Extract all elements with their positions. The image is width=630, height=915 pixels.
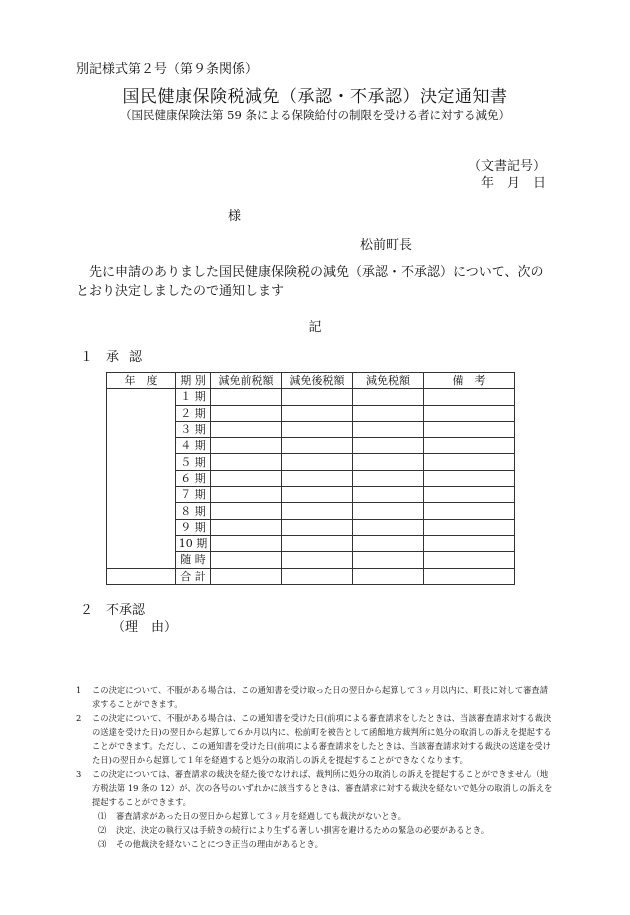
reduction-amount-cell: [353, 503, 424, 519]
date-line: 年 月 日: [480, 176, 546, 191]
after-amount-cell: [282, 470, 353, 486]
table-body: [107, 389, 515, 585]
period-cell: ４ 期: [176, 438, 211, 454]
before-amount-cell: [211, 568, 282, 584]
after-amount-cell: [282, 487, 353, 503]
period-cell: 10 期: [176, 535, 211, 551]
period-cell: ６ 期: [176, 470, 211, 486]
remarks-cell: [424, 487, 515, 503]
reduction-amount-cell: [353, 470, 424, 486]
remarks-cell: [424, 519, 515, 535]
note-text: この決定について、不服がある場合は、この通知書を受け取った日の翌日から起算して３ヶ月以内に、町長に対して審査請求することができます。: [92, 685, 549, 709]
reduction-amount-cell: [353, 389, 424, 405]
reduction-table: [106, 372, 515, 585]
subnote-number: ⑴: [98, 811, 107, 821]
document-reference: （文書記号）: [467, 159, 546, 174]
before-amount-cell: [211, 519, 282, 535]
header-before-amount: 減免前税額: [211, 373, 282, 389]
before-amount-cell: [211, 535, 282, 551]
sender-name: 松前町長: [360, 238, 413, 253]
table-total-row: [107, 568, 515, 584]
total-label: 合 計: [176, 568, 211, 584]
body-text: 先に申請のありました国民健康保険税の減免（承認・不承認）について、次のとおり決定しましたので通知します: [76, 265, 544, 299]
ki-marker: 記: [308, 320, 322, 335]
note-number: 3: [76, 769, 82, 779]
section2-reason-label: （理 由）: [112, 620, 178, 635]
header-reduction-amount: 減免税額: [353, 373, 424, 389]
subnote-text: 決定、決定の執行又は手続きの続行により生ずる著しい損害を避けるための緊急の必要があるとき。: [116, 825, 490, 835]
after-amount-cell: [282, 421, 353, 437]
reduction-amount-cell: [353, 535, 424, 551]
note-number: 1: [76, 685, 82, 695]
reduction-amount-cell: [353, 405, 424, 421]
note-item: [76, 767, 556, 809]
period-cell: ２ 期: [176, 405, 211, 421]
before-amount-cell: [211, 438, 282, 454]
subnote-item: [76, 837, 556, 851]
header-after-amount: 減免後税額: [282, 373, 353, 389]
period-cell: ３ 期: [176, 421, 211, 437]
document-subtitle: （国民健康保険法第 59 条による保険給付の制限を受ける者に対する減免）: [120, 108, 510, 122]
subnote-text: 審査請求があった日の翌日から起算して３ヶ月を経過しても裁決がないとき。: [116, 811, 406, 821]
reduction-amount-cell: [353, 454, 424, 470]
note-text: この決定については、審査請求の裁決を経た後でなければ、裁判所に処分の取消しの訴えを提起することができません（地方税法第 19 条の 12）が、次の各号のいずれかに該当するときは、審査請求に対する裁決を経ないで処分の取消しの訴えを提起することができます。: [92, 769, 553, 807]
header-remarks: 備 考: [424, 373, 515, 389]
section2-number: ２: [80, 603, 94, 618]
remarks-cell: [424, 438, 515, 454]
after-amount-cell: [282, 454, 353, 470]
subnote-number: ⑵: [98, 825, 107, 835]
before-amount-cell: [211, 389, 282, 405]
remarks-cell: [424, 405, 515, 421]
year-cell: [107, 568, 176, 584]
reduction-amount-cell: [353, 421, 424, 437]
after-amount-cell: [282, 438, 353, 454]
reduction-amount-cell: [353, 487, 424, 503]
remarks-cell: [424, 470, 515, 486]
note-item: [76, 711, 556, 767]
period-cell: ９ 期: [176, 519, 211, 535]
notes-section: [76, 683, 556, 851]
before-amount-cell: [211, 487, 282, 503]
header-year: 年 度: [107, 373, 176, 389]
section1-title: 承認: [106, 350, 153, 365]
table-row: [107, 389, 515, 405]
remarks-cell: [424, 552, 515, 568]
year-cell: [107, 389, 176, 568]
remarks-cell: [424, 568, 515, 584]
after-amount-cell: [282, 568, 353, 584]
note-number: 2: [76, 713, 82, 723]
period-cell: 随 時: [176, 552, 211, 568]
before-amount-cell: [211, 421, 282, 437]
remarks-cell: [424, 503, 515, 519]
header-period: 期 別: [176, 373, 211, 389]
before-amount-cell: [211, 405, 282, 421]
note-text: この決定について、不服がある場合は、この通知書を受けた日(前項による審査請求をしたときは、当該審査請求対する裁決の送達を受けた日)の翌日から起算して６か月以内に、松前町を被告として函館地方裁判所に処分の取消しの訴えを提起することができます。ただし、この通知書を受けた日(前項による審査請求をしたときは、当該審査請求対する裁決の送達を受けた日)の翌日から起算して１年を経過すると処分の取消しの訴えを提起することができなくなります。: [92, 713, 552, 765]
remarks-cell: [424, 454, 515, 470]
reduction-amount-cell: [353, 552, 424, 568]
remarks-cell: [424, 421, 515, 437]
period-cell: ８ 期: [176, 503, 211, 519]
subnote-number: ⑶: [98, 839, 107, 849]
before-amount-cell: [211, 552, 282, 568]
reduction-amount-cell: [353, 519, 424, 535]
subnote-item: [76, 823, 556, 837]
after-amount-cell: [282, 552, 353, 568]
section1-number: １: [80, 350, 94, 365]
subnote-text: その他裁決を経ないことにつき正当の理由があるとき。: [116, 839, 323, 849]
note-item: [76, 683, 556, 711]
section2-title: 不承認: [106, 603, 146, 618]
reduction-amount-cell: [353, 568, 424, 584]
before-amount-cell: [211, 454, 282, 470]
after-amount-cell: [282, 519, 353, 535]
subnote-item: [76, 809, 556, 823]
document-title: 国民健康保険税減免（承認・不承認）決定通知書: [122, 87, 508, 107]
remarks-cell: [424, 389, 515, 405]
period-cell: ７ 期: [176, 487, 211, 503]
before-amount-cell: [211, 470, 282, 486]
period-cell: ５ 期: [176, 454, 211, 470]
reduction-amount-cell: [353, 438, 424, 454]
period-cell: １ 期: [176, 389, 211, 405]
form-number: 別記様式第２号（第９条関係）: [76, 62, 259, 77]
remarks-cell: [424, 535, 515, 551]
after-amount-cell: [282, 535, 353, 551]
table-header-row: [107, 373, 515, 389]
before-amount-cell: [211, 503, 282, 519]
after-amount-cell: [282, 503, 353, 519]
after-amount-cell: [282, 389, 353, 405]
after-amount-cell: [282, 405, 353, 421]
addressee-suffix: 様: [228, 209, 242, 224]
